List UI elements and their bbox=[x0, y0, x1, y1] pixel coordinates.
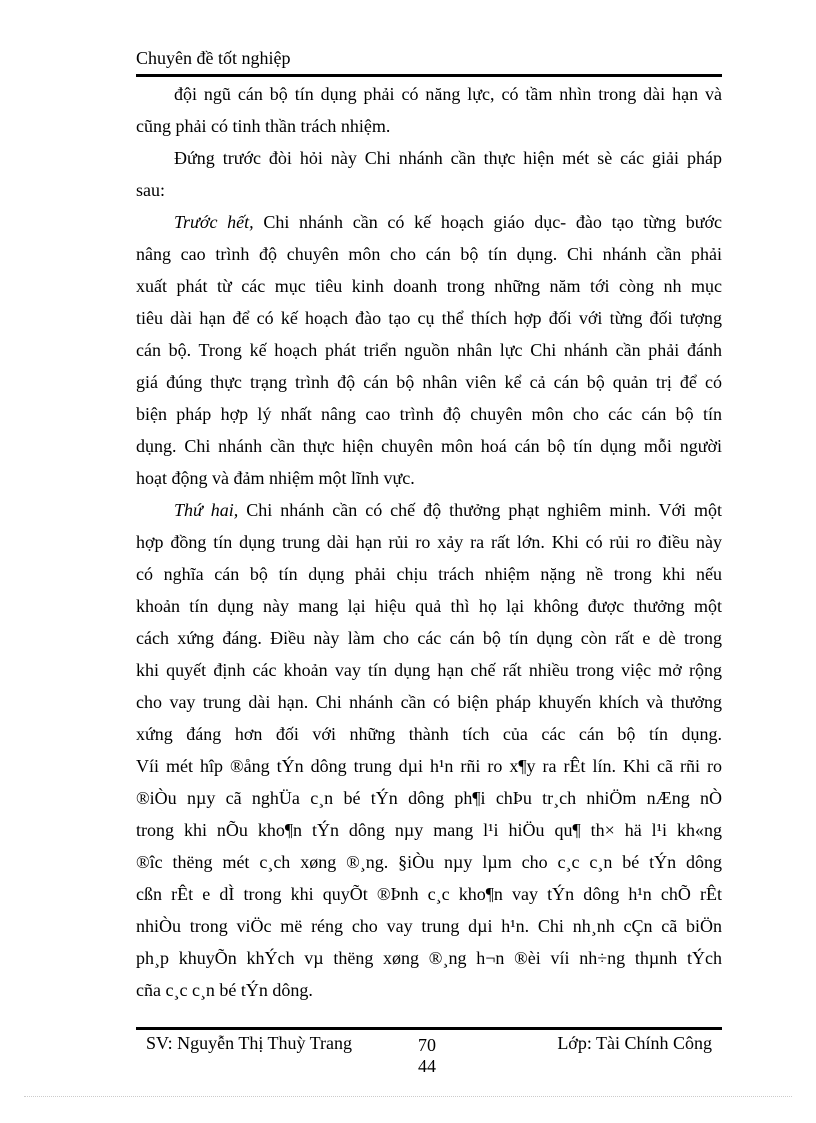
text-line bbox=[136, 814, 722, 846]
text-line bbox=[136, 302, 722, 334]
text-line bbox=[136, 942, 722, 974]
text-line bbox=[136, 878, 722, 910]
line-text: cña c¸c c¸n bé tÝn dông. bbox=[136, 980, 313, 1000]
text-line bbox=[136, 270, 722, 302]
footer-rule bbox=[136, 1027, 722, 1030]
text-line bbox=[136, 334, 722, 366]
text-line bbox=[136, 750, 722, 782]
line-text: khi quyết định các khoản vay tín dụng hạn chế rất nhiều trong việc mở rộng bbox=[136, 660, 722, 680]
document-body bbox=[136, 78, 722, 1006]
line-text: xuất phát từ các mục tiêu kinh doanh trong những năm tới còng nh mục bbox=[136, 276, 722, 296]
text-line bbox=[136, 174, 722, 206]
text-line bbox=[136, 430, 722, 462]
text-line bbox=[136, 686, 722, 718]
page-number-secondary: 44 bbox=[418, 1056, 436, 1076]
line-text: cho vay trung dài hạn. Chi nhánh cần có biện pháp khuyến khích và thưởng bbox=[136, 692, 722, 712]
line-text: dụng. Chi nhánh cần thực hiện chuyên môn hoá cán bộ tín dụng mỗi người bbox=[136, 436, 722, 456]
text-line bbox=[136, 462, 722, 494]
text-line bbox=[136, 78, 722, 110]
paragraph-lead: Thứ hai, bbox=[174, 500, 239, 520]
text-line bbox=[136, 718, 722, 750]
line-text: nhiÒu trong viÖc më réng cho vay trung dµi h¹n. Chi nh¸nh cÇn cã biÖn bbox=[136, 916, 722, 936]
line-text: ®îc thëng mét c¸ch xøng ®¸ng. §iÒu nµy lµm cho c¸c c¸n bé tÝn dông bbox=[136, 852, 722, 872]
footer-class-name: Lớp: Tài Chính Công bbox=[557, 1033, 712, 1053]
line-text: ph¸p khuyÕn khÝch vµ thëng xøng ®¸ng h¬n ®èi víi nh÷ng thµnh tÝch bbox=[136, 948, 722, 968]
line-text: cách xứng đáng. Điều này làm cho các cán bộ tín dụng còn rất e dè trong bbox=[136, 628, 722, 648]
line-text: hoạt động và đảm nhiệm một lĩnh vực. bbox=[136, 468, 415, 488]
line-text: giá đúng thực trạng trình độ cán bộ nhân viên kể cả cán bộ quản trị để có bbox=[136, 372, 722, 392]
text-line bbox=[136, 622, 722, 654]
line-text: sau: bbox=[136, 180, 165, 200]
text-line bbox=[136, 526, 722, 558]
text-line bbox=[136, 782, 722, 814]
text-line bbox=[136, 366, 722, 398]
line-text: Chi nhánh cần có chế độ thưởng phạt nghiêm minh. Với một bbox=[238, 500, 722, 520]
line-text: có nghĩa cán bộ tín dụng phải chịu trách nhiệm nặng nề trong khi nếu bbox=[136, 564, 722, 584]
running-header: Chuyên đề tốt nghiệp bbox=[136, 48, 291, 68]
text-line bbox=[136, 910, 722, 942]
line-text: cũng phải có tinh thần trách nhiệm. bbox=[136, 116, 391, 136]
line-text: cßn rÊt e dÌ trong khi quyÕt ®Þnh c¸c kho¶n vay tÝn dông h¹n chÕ rÊt bbox=[136, 884, 722, 904]
line-text: xứng đáng hơn đối với những thành tích của các cán bộ tín dụng. bbox=[136, 724, 722, 744]
line-text: biện pháp hợp lý nhất nâng cao trình độ chuyên môn cho các cán bộ tín bbox=[136, 404, 722, 424]
line-text: Víi mét hîp ®ång tÝn dông trung dµi h¹n rñi ro x¶y ra rÊt lín. Khi cã rñi ro bbox=[136, 756, 722, 776]
page-number: 70 bbox=[418, 1035, 436, 1055]
text-line bbox=[136, 558, 722, 590]
line-text: khoản tín dụng này mang lại hiệu quả thì họ lại không được thưởng một bbox=[136, 596, 722, 616]
line-text: tiêu dài hạn để có kế hoạch đào tạo cụ thể thích hợp đối với từng đối tượng bbox=[136, 308, 722, 328]
line-text: Đứng trước đòi hỏi này Chi nhánh cần thực hiện mét sè các giải pháp bbox=[174, 148, 722, 168]
line-text: ®iÒu nµy cã nghÜa c¸n bé tÝn dông ph¶i chÞu tr¸ch nhiÖm nÆng nÒ bbox=[136, 788, 722, 808]
line-text: nâng cao trình độ chuyên môn cho cán bộ tín dụng. Chi nhánh cần phải bbox=[136, 244, 722, 264]
text-line bbox=[136, 590, 722, 622]
header-rule bbox=[136, 74, 722, 77]
text-line bbox=[136, 398, 722, 430]
text-line bbox=[136, 142, 722, 174]
text-line bbox=[136, 110, 722, 142]
text-line bbox=[136, 974, 722, 1006]
line-text: Chi nhánh cần có kế hoạch giáo dục- đào tạo từng bước bbox=[253, 212, 722, 232]
text-line bbox=[136, 238, 722, 270]
page-edge-divider bbox=[24, 1096, 792, 1097]
line-text: trong khi nÕu kho¶n tÝn dông nµy mang l¹i hiÖu qu¶ th× hä l¹i kh«ng bbox=[136, 820, 722, 840]
line-text: hợp đồng tín dụng trung dài hạn rủi ro xảy ra rất lớn. Khi có rủi ro điều này bbox=[136, 532, 722, 552]
text-line bbox=[136, 846, 722, 878]
line-text: cán bộ. Trong kế hoạch phát triển nguồn nhân lực Chi nhánh cần phải đánh bbox=[136, 340, 722, 360]
text-line bbox=[136, 654, 722, 686]
line-text: đội ngũ cán bộ tín dụng phải có năng lực, có tầm nhìn trong dài hạn và bbox=[174, 84, 722, 104]
text-line bbox=[136, 494, 722, 526]
text-line bbox=[136, 206, 722, 238]
paragraph-lead: Trước hết, bbox=[174, 212, 254, 232]
footer-student-name: SV: Nguyễn Thị Thuỳ Trang bbox=[146, 1033, 353, 1053]
